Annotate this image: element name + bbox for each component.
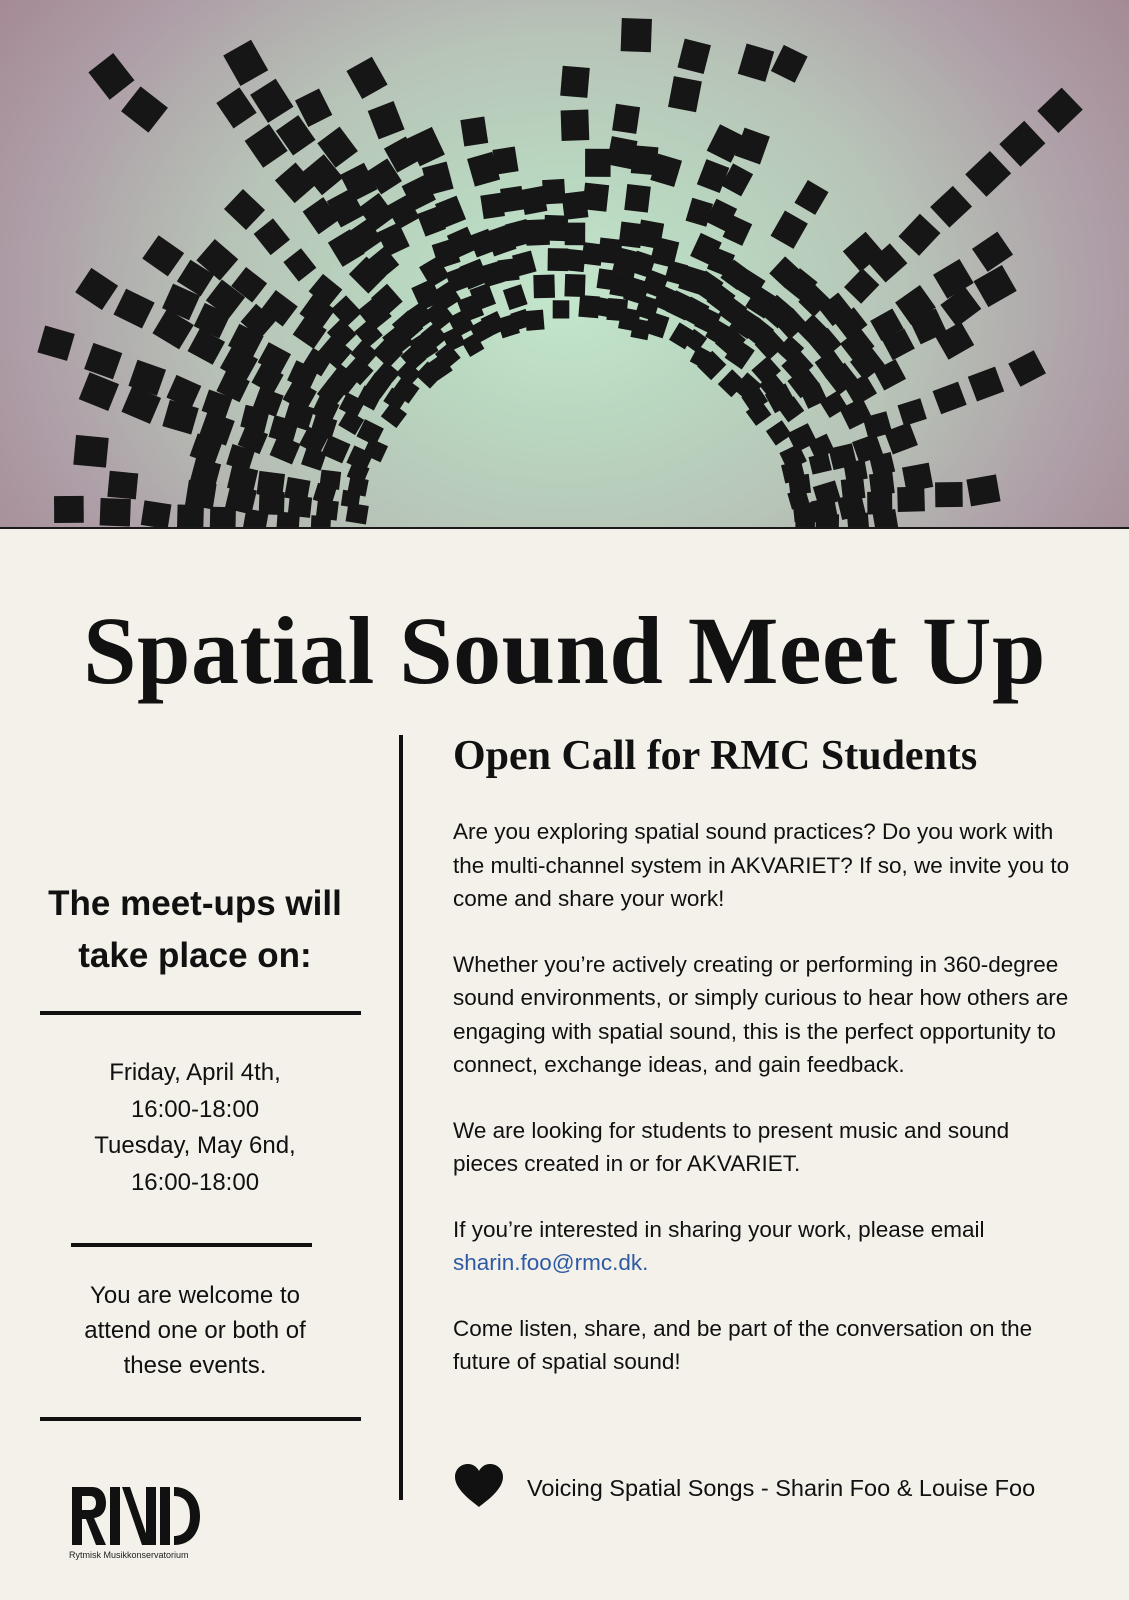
- sound-square: [257, 471, 286, 498]
- credit-text: Voicing Spatial Songs - Sharin Foo & Louise Foo: [527, 1474, 1036, 1501]
- sound-square: [503, 284, 528, 310]
- divider-bottom: [40, 1417, 361, 1421]
- schedule-heading-line-2: take place on:: [78, 936, 312, 975]
- sound-square: [612, 104, 640, 134]
- sound-square: [113, 289, 154, 329]
- sound-square: [250, 79, 293, 123]
- sound-square: [965, 151, 1011, 197]
- date-line: 16:00-18:00: [130, 1168, 260, 1196]
- paragraph-whether: Whether you’re actively creating or performing in 360-degree sound environments, or simply curious to hear how others are engaging with spatial sound, this is the perfect opportunity to connect, exchange ideas, and gain feedback.: [453, 951, 1069, 1077]
- sound-square: [216, 87, 256, 128]
- sound-square: [73, 435, 108, 468]
- sound-square: [968, 367, 1004, 402]
- sound-square: [930, 186, 972, 228]
- sound-square: [121, 86, 168, 132]
- paragraph-contact: [453, 1213, 1073, 1280]
- sound-square: [54, 496, 84, 523]
- sound-square: [500, 186, 525, 213]
- date-line: Friday, April 4th,: [109, 1059, 281, 1086]
- sound-square: [816, 514, 840, 527]
- date-line: 16:00-18:00: [130, 1095, 260, 1123]
- divider-top: [40, 1011, 361, 1015]
- welcome-line-1: You are welcome to: [90, 1282, 300, 1309]
- sound-square: [162, 400, 198, 435]
- sound-square: [88, 53, 134, 100]
- event-dates: [40, 1055, 350, 1201]
- sound-square: [897, 487, 925, 512]
- sound-square: [525, 310, 545, 331]
- sound-square: [564, 274, 585, 297]
- sound-wave-squares-graphic: [0, 0, 1129, 527]
- sound-square: [561, 110, 590, 141]
- sound-square: [177, 504, 204, 527]
- sound-square: [560, 66, 590, 98]
- sound-square: [141, 500, 172, 527]
- column-divider: [399, 735, 403, 1500]
- sound-square: [142, 235, 184, 276]
- page-title: Spatial Sound Meet Up: [83, 597, 1046, 704]
- sound-square: [897, 398, 926, 426]
- email-link[interactable]: sharin.foo@rmc.dk.: [453, 1250, 649, 1275]
- paragraph-intro: Are you exploring spatial sound practices? Do you work with the multi-channel system in AKVARIET? If so, we invite you to come and share your work!: [453, 819, 1070, 911]
- rmc-logo-mark: [66, 1483, 206, 1547]
- sound-square: [771, 45, 808, 83]
- sound-square: [933, 382, 967, 415]
- open-call-body: [453, 815, 1073, 1411]
- sound-square: [621, 18, 652, 52]
- paragraph-closing: Come listen, share, and be part of the conversation on the future of spatial sound!: [453, 1315, 1033, 1374]
- rmc-logo: [66, 1483, 216, 1563]
- contact-text: If you’re interested in sharing your work, please email: [453, 1216, 985, 1242]
- credit-line: [453, 1465, 1093, 1511]
- sound-square: [330, 295, 362, 327]
- logo-caption: Rytmisk Musikkonservatorium: [69, 1550, 189, 1560]
- sound-square: [223, 40, 268, 86]
- heart-icon: [453, 1463, 505, 1514]
- sound-square: [677, 39, 710, 74]
- sound-square: [974, 265, 1017, 307]
- sound-square: [624, 184, 651, 213]
- sound-square: [492, 147, 518, 175]
- welcome-line-3: these events.: [123, 1352, 267, 1379]
- sound-square: [1008, 350, 1046, 387]
- sound-square: [533, 275, 555, 299]
- sound-square: [283, 248, 316, 281]
- sound-square: [100, 498, 131, 527]
- date-line: Tuesday, May 6nd,: [94, 1132, 296, 1159]
- sound-square: [37, 325, 74, 360]
- sound-square: [966, 474, 1000, 506]
- sound-square: [794, 180, 828, 215]
- schedule-heading: [34, 878, 356, 982]
- sound-square: [771, 211, 808, 249]
- sound-square: [542, 179, 565, 205]
- sound-square: [553, 300, 570, 318]
- open-call-heading: Open Call for RMC Students: [453, 733, 978, 779]
- hero-artwork: [0, 0, 1129, 529]
- sound-square: [107, 471, 138, 500]
- sound-square: [1037, 88, 1083, 133]
- paragraph-looking: We are looking for students to present music and sound pieces created in or for AKVARIET.: [453, 1117, 1010, 1176]
- sound-square: [935, 482, 963, 507]
- sound-square: [582, 183, 609, 212]
- schedule-heading-line-1: The meet-ups will: [48, 884, 342, 923]
- sound-square: [319, 470, 341, 490]
- sound-square: [972, 232, 1013, 272]
- sound-square: [346, 57, 387, 99]
- sound-square: [795, 517, 815, 527]
- divider-middle: [71, 1243, 312, 1247]
- sound-square: [844, 268, 879, 303]
- sound-square: [254, 218, 290, 255]
- sound-square: [668, 76, 702, 112]
- sound-square: [766, 420, 792, 445]
- welcome-note: [45, 1278, 345, 1383]
- sound-square: [847, 513, 869, 527]
- sound-square: [738, 43, 774, 81]
- sound-square: [697, 159, 730, 193]
- sound-square: [75, 268, 118, 310]
- sound-square: [565, 223, 586, 246]
- sound-square: [224, 189, 265, 230]
- sound-square: [460, 117, 488, 147]
- sound-square: [707, 124, 744, 163]
- sound-square: [808, 453, 831, 475]
- sound-square: [735, 128, 770, 165]
- sound-square: [368, 101, 405, 139]
- sound-square: [999, 121, 1045, 167]
- welcome-line-2: attend one or both of: [84, 1317, 306, 1344]
- sound-square: [284, 477, 310, 502]
- sound-square: [898, 214, 940, 256]
